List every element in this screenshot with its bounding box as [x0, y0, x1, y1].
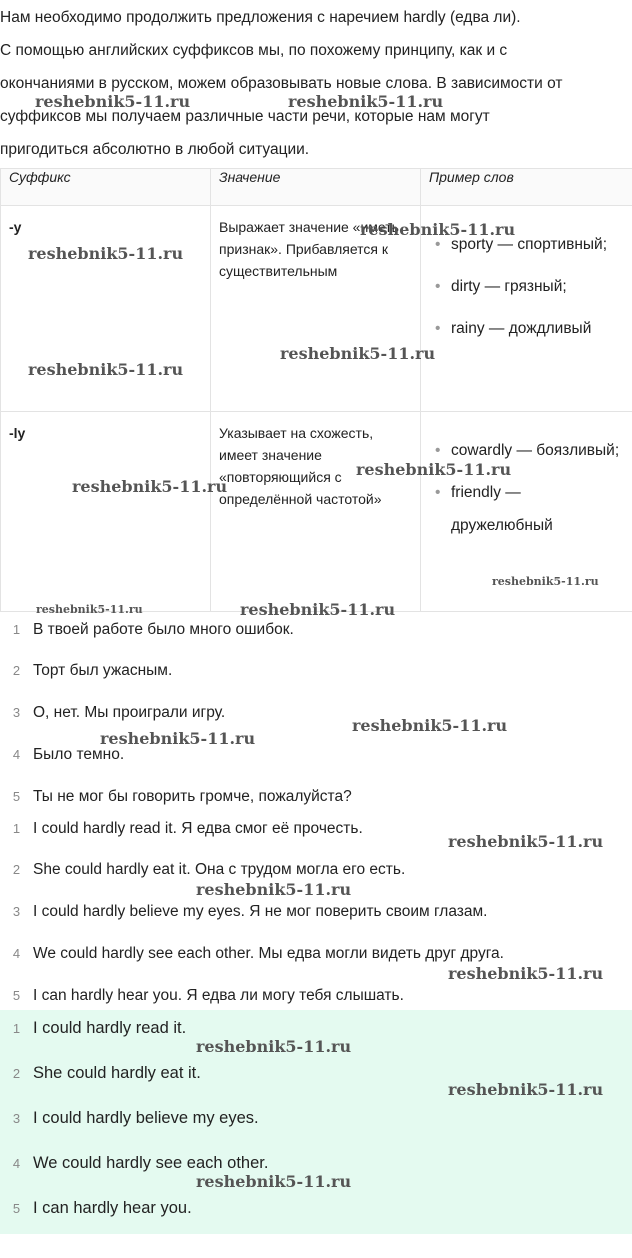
watermark: reshebnik5-11.ru	[72, 477, 228, 496]
table-header-row	[1, 169, 632, 206]
item-text: Ты не мог бы говорить громче, пожалуйста?	[33, 788, 352, 805]
watermark: reshebnik5-11.ru	[240, 600, 396, 619]
column-header: Значение	[211, 169, 421, 206]
item-text: В твоей работе было много ошибок.	[33, 621, 294, 638]
item-number: 3	[12, 904, 21, 919]
watermark: reshebnik5-11.ru	[448, 964, 604, 983]
examples-cell	[421, 206, 632, 412]
watermark: reshebnik5-11.ru	[280, 344, 436, 363]
list-item: • sporty — спортивный;	[451, 228, 624, 261]
column-header: Суффикс	[1, 169, 211, 206]
item-number: 2	[12, 1066, 21, 1081]
watermark: reshebnik5-11.ru	[360, 220, 516, 239]
watermark: reshebnik5-11.ru	[196, 1172, 352, 1191]
list-item	[0, 902, 487, 922]
item-number: 5	[12, 988, 21, 1003]
watermark: reshebnik5-11.ru	[356, 460, 512, 479]
list-item	[0, 661, 172, 681]
watermark: reshebnik5-11.ru	[196, 1037, 352, 1056]
watermark: reshebnik5-11.ru	[35, 92, 191, 111]
list-item	[0, 787, 352, 807]
watermark: reshebnik5-11.ru	[288, 92, 444, 111]
list-item: • rainy — дождливый	[451, 312, 624, 345]
list-item	[0, 745, 124, 765]
item-number: 1	[12, 622, 21, 637]
list-item	[0, 1063, 201, 1083]
list-item	[0, 620, 294, 640]
list-item	[0, 819, 363, 839]
meaning-cell: Указывает на схожесть, имеет значение «повторяющийся с определённой частотой»	[211, 412, 421, 612]
list-item	[0, 1198, 192, 1218]
examples-list	[429, 228, 624, 345]
intro-line: окончаниями в русском, можем образовывать новые слова. В зависимости от	[0, 75, 563, 92]
watermark: reshebnik5-11.ru	[352, 716, 508, 735]
item-number: 3	[12, 1111, 21, 1126]
watermark: reshebnik5-11.ru	[28, 244, 184, 263]
item-text: We could hardly see each other. Мы едва могли видеть друг друга.	[33, 945, 504, 962]
list-item	[0, 986, 404, 1006]
item-number: 4	[12, 946, 21, 961]
item-number: 1	[12, 1021, 21, 1036]
item-text: I could hardly read it.	[33, 1019, 187, 1037]
suffix-cell: -y	[1, 206, 211, 412]
suffix-table	[0, 168, 632, 612]
suffix-cell: -ly	[1, 412, 211, 612]
watermark: reshebnik5-11.ru	[28, 360, 184, 379]
table-row	[1, 412, 632, 612]
item-text: I can hardly hear you.	[33, 1199, 192, 1217]
watermark: reshebnik5-11.ru	[448, 1080, 604, 1099]
intro-line: С помощью английских суффиксов мы, по похожему принципу, как и с	[0, 42, 508, 59]
item-number: 4	[12, 1156, 21, 1171]
item-text: Было темно.	[33, 746, 125, 763]
item-text: We could hardly see each other.	[33, 1154, 269, 1172]
list-item	[0, 1153, 268, 1173]
item-text: Торт был ужасным.	[33, 662, 173, 679]
watermark: reshebnik5-11.ru	[36, 603, 143, 616]
list-item	[0, 1108, 259, 1128]
item-text: I could hardly read it. Я едва смог её прочесть.	[33, 820, 363, 837]
list-item: • friendly — дружелюбный	[451, 476, 624, 542]
item-text: She could hardly eat it. Она с трудом могла его есть.	[33, 861, 406, 878]
list-item	[0, 703, 225, 723]
item-number: 2	[12, 663, 21, 678]
meaning-cell: Выражает значение «иметь признак». Прибавляется к существительным	[211, 206, 421, 412]
list-item: • dirty — грязный;	[451, 270, 624, 303]
item-number: 3	[12, 705, 21, 720]
examples-list	[429, 434, 624, 542]
list-item	[0, 944, 504, 964]
item-number: 4	[12, 747, 21, 762]
examples-cell	[421, 412, 632, 612]
intro-line: суффиксов мы получаем различные части речи, которые нам могут	[0, 108, 490, 125]
item-number: 5	[12, 789, 21, 804]
watermark: reshebnik5-11.ru	[100, 729, 256, 748]
watermark: reshebnik5-11.ru	[492, 575, 599, 588]
item-text: I could hardly believe my eyes.	[33, 1109, 259, 1127]
column-header: Пример слов	[421, 169, 632, 206]
answer-block	[0, 1010, 632, 1234]
list-item	[0, 1018, 186, 1038]
list-item: • cowardly — боязливый;	[451, 434, 624, 467]
watermark: reshebnik5-11.ru	[196, 880, 352, 899]
item-number: 2	[12, 862, 21, 877]
intro-line: пригодиться абсолютно в любой ситуации.	[0, 141, 310, 158]
item-text: She could hardly eat it.	[33, 1064, 201, 1082]
intro-line: Нам необходимо продолжить предложения с наречием hardly (едва ли).	[0, 9, 521, 26]
item-text: О, нет. Мы проиграли игру.	[33, 704, 226, 721]
list-item	[0, 860, 405, 880]
item-text: I can hardly hear you. Я едва ли могу тебя слышать.	[33, 987, 404, 1004]
item-number: 5	[12, 1201, 21, 1216]
item-text: I could hardly believe my eyes. Я не мог поверить своим глазам.	[33, 903, 488, 920]
item-number: 1	[12, 821, 21, 836]
watermark: reshebnik5-11.ru	[448, 832, 604, 851]
table-row	[1, 206, 632, 412]
